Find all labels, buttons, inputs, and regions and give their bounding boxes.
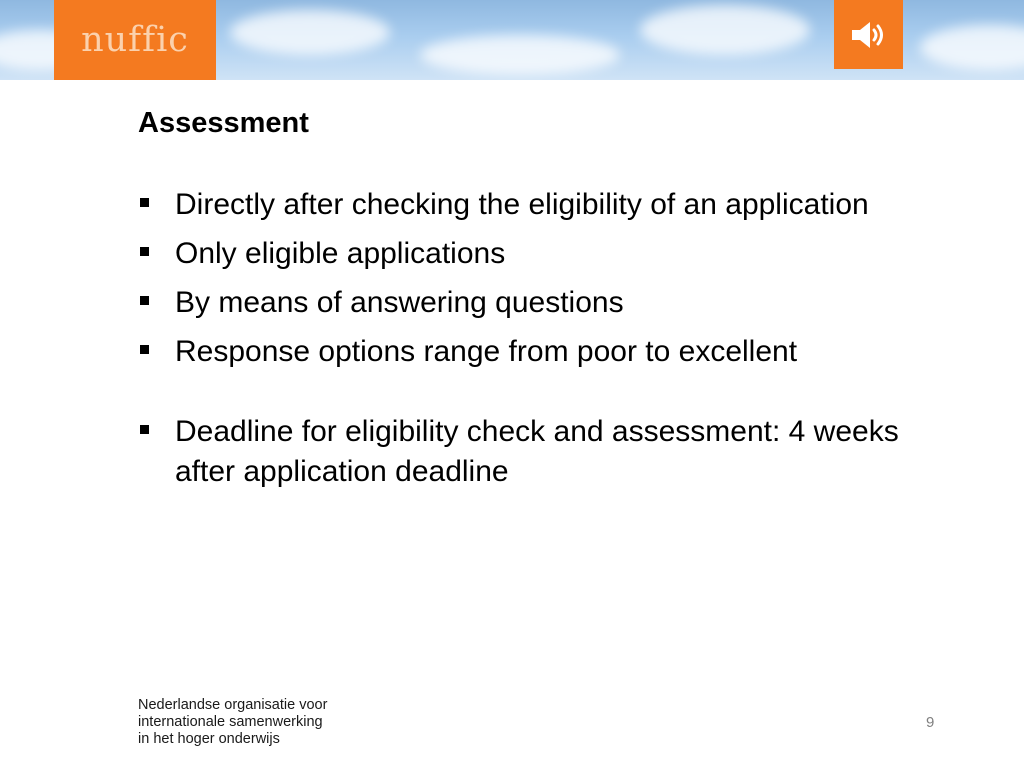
speaker-icon (849, 19, 889, 51)
bullet-marker (140, 296, 149, 305)
bullet-text: Directly after checking the eligibility of an application (175, 188, 869, 221)
bullet-list (138, 185, 928, 501)
bullet-item (138, 332, 928, 372)
bullet-marker (140, 345, 149, 354)
audio-button[interactable] (834, 0, 903, 69)
header-banner (0, 0, 1024, 80)
logo-text: nuffic (81, 19, 189, 60)
bullet-text: By means of answering questions (175, 286, 624, 319)
bullet-text: Only eligible applications (175, 237, 506, 270)
org-line: in het hoger onderwijs (138, 731, 280, 747)
bullet-marker (140, 425, 149, 434)
org-line: Nederlandse organisatie voor (138, 697, 328, 713)
bullet-item (138, 412, 928, 492)
slide-title: Assessment (138, 107, 309, 139)
bullet-text: Response options range from poor to excellent (175, 335, 798, 368)
organization-name (138, 697, 327, 748)
nuffic-logo (54, 0, 216, 80)
bullet-item (138, 234, 928, 274)
bullet-text: Deadline for eligibility check and assessment: 4 weeks after application deadline (175, 415, 899, 488)
org-line: internationale samenwerking (138, 714, 323, 730)
page-number: 9 (926, 714, 935, 731)
bullet-item (138, 283, 928, 323)
bullet-marker (140, 198, 149, 207)
bullet-item (138, 185, 928, 225)
bullet-marker (140, 247, 149, 256)
